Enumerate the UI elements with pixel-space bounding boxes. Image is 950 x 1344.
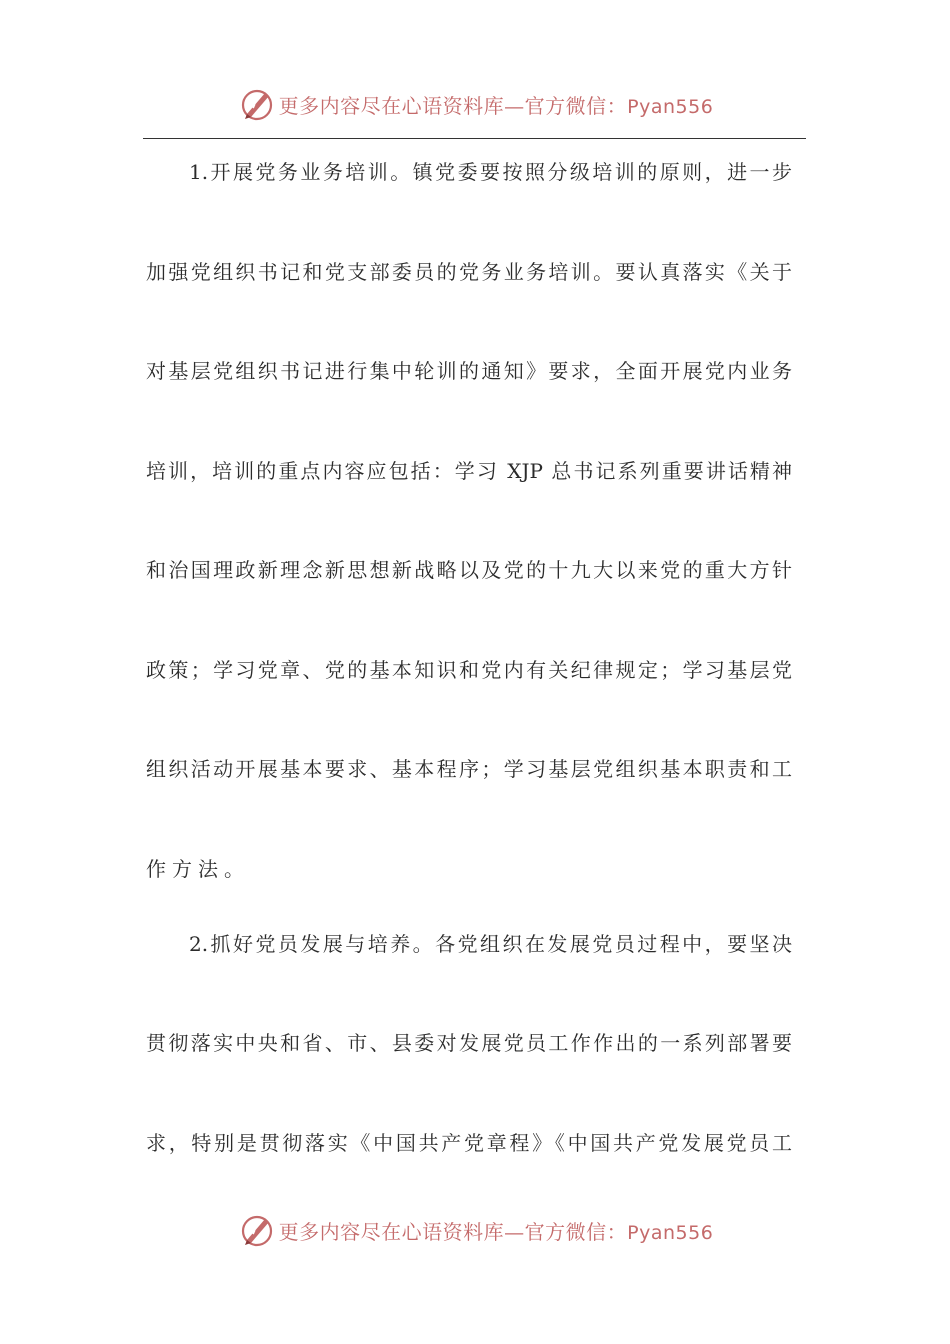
footer-wechat-id: Pyan556 (627, 1221, 714, 1244)
text-line: 政策；学习党章、党的基本知识和党内有关纪律规定；学习基层党 (146, 658, 792, 682)
header-wechat-id: Pyan556 (627, 95, 714, 118)
footer-banner (0, 1208, 950, 1252)
text-line: 贯彻落实中央和省、市、县委对发展党员工作作出的一系列部署要 (146, 1031, 792, 1055)
header-banner (0, 82, 950, 126)
text-line: 和治国理政新理念新思想新战略以及党的十九大以来党的重大方针 (146, 558, 792, 582)
header-banner-text: 更多内容尽在心语资料库—官方微信：Pyan556 (278, 93, 714, 118)
text-line: 作方法。 (146, 857, 250, 881)
pen-logo-icon (237, 84, 277, 124)
text-line: 2.抓好党员发展与培养。各党组织在发展党员过程中，要坚决 (189, 932, 792, 956)
text-line: 加强党组织书记和党支部委员的党务业务培训。要认真落实《关于 (146, 260, 792, 284)
pen-logo-icon (237, 1210, 277, 1250)
text-line: 组织活动开展基本要求、基本程序；学习基层党组织基本职责和工 (146, 757, 792, 781)
footer-banner-text: 更多内容尽在心语资料库—官方微信：Pyan556 (278, 1219, 714, 1244)
text-line: 1.开展党务业务培训。镇党委要按照分级培训的原则，进一步 (189, 160, 792, 184)
text-line: 求，特别是贯彻落实《中国共产党章程》《中国共产党发展党员工 (146, 1131, 792, 1155)
text-line: 对基层党组织书记进行集中轮训的通知》要求，全面开展党内业务 (146, 359, 792, 383)
text-line: 培训，培训的重点内容应包括：学习 XJP 总书记系列重要讲话精神 (146, 459, 792, 483)
header-divider (143, 138, 806, 139)
